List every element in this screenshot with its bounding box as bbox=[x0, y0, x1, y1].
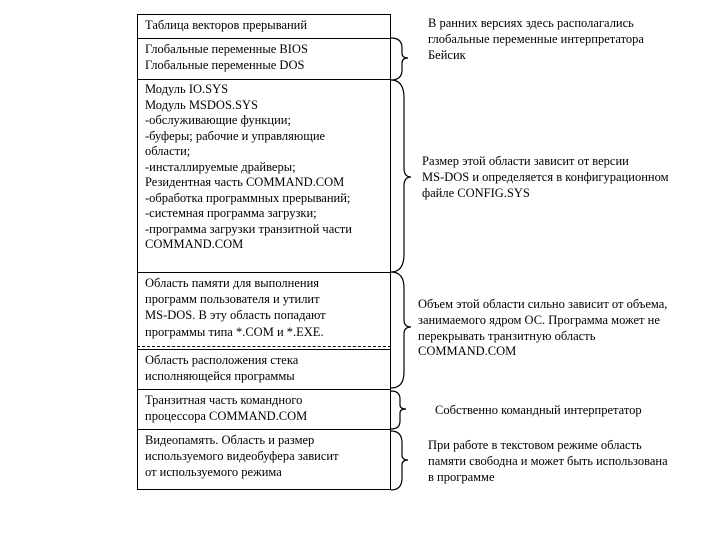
annotation-basic-variables: В ранних версиях здесь располагались глобальные переменные интерпретатора Бейсик bbox=[428, 16, 644, 62]
brace-tpa-stack bbox=[391, 272, 411, 388]
brace-video bbox=[391, 431, 408, 490]
annotation-tpa-volume: Объем этой области сильно зависит от объема, занимаемого ядром ОС. Программа может не перекрывать транзитную область COMMAND.COM bbox=[418, 297, 668, 359]
brace-globals bbox=[391, 38, 408, 80]
annotation-area-size: Размер этой области зависит от версии MS-DOS и определяется в конфигурационном файле CONFIG.SYS bbox=[422, 154, 669, 200]
block-transient-command-com: Транзитная часть командного процессора COMMAND.COM bbox=[137, 389, 391, 430]
block-stack-area: Область расположения стека исполняющейся программы bbox=[137, 349, 391, 390]
annotation-command-interpreter: Собственно командный интерпретатор bbox=[435, 403, 642, 417]
block-user-program-area: Область памяти для выполнения программ пользователя и утилит MS-DOS. В эту область попадают программы типа *.COM и *.EXE. bbox=[137, 272, 391, 350]
block-global-variables: Глобальные переменные BIOS Глобальные переменные DOS bbox=[137, 38, 391, 80]
block-interrupt-vector-table: Таблица векторов прерываний bbox=[137, 14, 391, 39]
block-dos-modules: Модуль IO.SYS Модуль MSDOS.SYS -обслуживающие функции; -буферы; рабочие и управляющие области; -инсталлируемые драйверы; Резидентная часть COMMAND.COM -обработка программных прерываний; -системная программа загрузки; -программа загрузки транзитной части COMMAND.COM bbox=[137, 79, 391, 273]
brace-transient bbox=[391, 391, 406, 429]
block-video-memory: Видеопамять. Область и размер используемого видеобуфера зависит от используемого режима bbox=[137, 429, 391, 490]
annotation-video-text-mode: При работе в текстовом режиме область памяти свободна и может быть использована в программе bbox=[428, 438, 668, 484]
brace-dos-modules bbox=[391, 80, 411, 272]
